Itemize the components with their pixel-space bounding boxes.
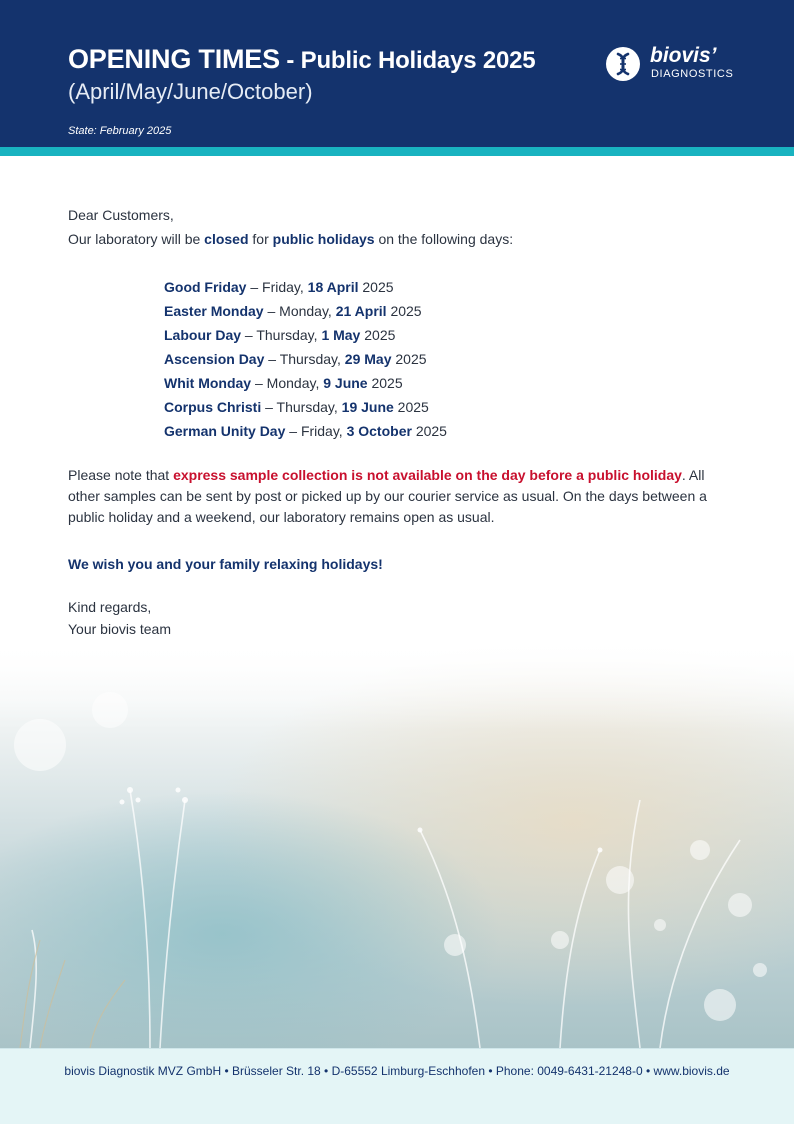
list-item [164,395,730,419]
title-main: OPENING TIMES [68,44,280,74]
closing: Kind regards, [68,599,152,615]
intro-text-2: for [248,231,273,247]
holiday-wish: We wish you and your family relaxing holidays! [68,556,383,572]
letter-body [68,203,730,640]
intro-public-holidays: public holidays [272,231,375,247]
intro-closed: closed [204,231,249,247]
title-sub: - Public Holidays 2025 [279,47,536,74]
dna-logo-icon [605,46,641,82]
holiday-date: 18 April [307,279,359,295]
holiday-name: Good Friday [164,279,247,295]
holiday-name: Corpus Christi [164,399,262,415]
header-accent-stripe [0,147,794,156]
meadow-illustration [0,640,794,1048]
list-item [164,323,730,347]
list-item [164,371,730,395]
holiday-name: Easter Monday [164,303,264,319]
footer [0,1048,794,1124]
holiday-weekday: – Thursday, [264,351,345,367]
holiday-date: 19 June [341,399,394,415]
holiday-name: Whit Monday [164,375,252,391]
holiday-date: 21 April [335,303,387,319]
holiday-year: 2025 [358,279,394,295]
holiday-date: 29 May [344,351,392,367]
greeting: Dear Customers, [68,207,174,223]
holiday-name: Ascension Day [164,351,265,367]
holiday-name: German Unity Day [164,423,286,439]
holiday-weekday: – Thursday, [261,399,342,415]
logo-tagline: DIAGNOSTICS [651,68,734,80]
holiday-date: 9 June [323,375,368,391]
list-item [164,299,730,323]
notice-highlight: express sample collection is not available on the day before a public holiday [173,467,682,483]
notice-text-2: . All other samples can be sent by post or picked up by our courier service as usual. On the days between a public holiday and a weekend, our laboratory remains open as usual. [68,467,707,525]
holiday-date: 3 October [346,423,412,439]
page-subtitle: (April/May/June/October) [68,79,313,104]
holiday-year: 2025 [391,351,427,367]
meadow-background-image [0,640,794,1048]
logo-wordmark: biovis’ [650,44,717,67]
holiday-weekday: – Monday, [263,303,336,319]
intro-text-1: Our laboratory will be [68,231,205,247]
holiday-weekday: – Friday, [246,279,308,295]
biovis-logo [605,46,755,86]
holiday-year: 2025 [367,375,403,391]
list-item [164,275,730,299]
list-item [164,419,730,443]
signature: Your biovis team [68,621,171,637]
holiday-year: 2025 [386,303,422,319]
holiday-year: 2025 [411,423,447,439]
notice-paragraph [68,465,730,528]
intro-paragraph [68,227,730,251]
list-item [164,347,730,371]
holiday-year: 2025 [393,399,429,415]
holiday-weekday: – Friday, [285,423,347,439]
state-date: State: February 2025 [68,125,172,137]
holiday-date: 1 May [321,327,361,343]
notice-text-1: Please note that [68,467,174,483]
holiday-list [164,275,730,443]
header-banner [0,0,794,147]
intro-text-3: on the following days: [374,231,514,247]
holiday-year: 2025 [360,327,396,343]
holiday-name: Labour Day [164,327,242,343]
page-title [68,44,535,75]
holiday-weekday: – Monday, [251,375,324,391]
holiday-weekday: – Thursday, [241,327,322,343]
closing-block [68,596,730,640]
footer-contact: biovis Diagnostik MVZ GmbH • Brüsseler Str. 18 • D-65552 Limburg-Eschhofen • Phone: 0049-6431-21248-0 • www.biovis.de [64,1064,730,1078]
